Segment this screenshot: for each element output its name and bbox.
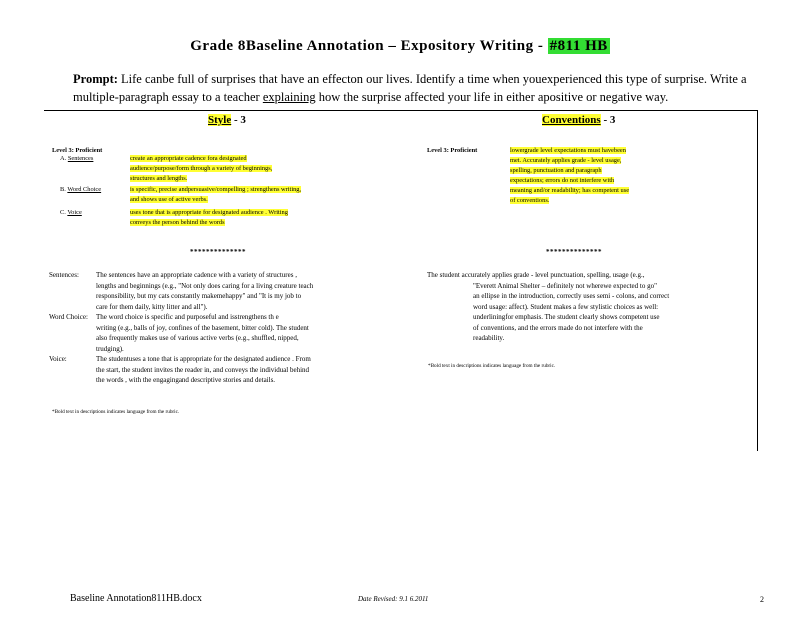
prompt: Prompt: Life canbe full of surprises that have an effecton our lives. Identify a time when youexperienced this type of surprise. Write a multiple-paragraph essay to a teacher explaining how the surprise affected your life in either apositive or negative way.: [73, 72, 747, 104]
style-bold-note: *Bold text in descriptions indicates language from the rubric.: [52, 409, 180, 415]
style-criteria: A. Sentences create an appropriate cadence fora designated audience/purpose/form through a variety of beginnings, structures and lengths. B. Word Choice is specific, precise andpersuasive/compelling ; strengthens writing, and shows use of active verbs. C. Voice uses tone that is appropriate for designated audience . Writing conveys the person behind the words: [60, 155, 302, 226]
style-heading: Style - 3: [208, 114, 246, 126]
conventions-stars: **************: [546, 248, 602, 256]
style-level: Level 3: Proficient: [52, 147, 103, 154]
prompt-underlined-word: explaining: [262, 90, 316, 104]
conventions-bold-note: *Bold text in descriptions indicates language from the rubric.: [428, 363, 556, 369]
document-title: Grade 8Baseline Annotation – Expository Writing - #811 HB: [190, 38, 608, 54]
footer-filename: Baseline Annotation811HB.docx: [70, 593, 202, 604]
conventions-level: Level 3: Proficient: [427, 147, 478, 154]
style-stars: **************: [190, 248, 246, 256]
page-number: 2: [760, 595, 764, 604]
conventions-annotation: The student accurately applies grade - level punctuation, spelling, usage (e.g., "Everett Animal Shelter – definitely not wherewe expected to go" an ellipse in the introduction, correctly uses semi - colons, and correct word usage: affect). Student makes a few stylistic choices as well: underliningfor emphasis. The student clearly shows competent use of conventions, and the errors made do not interfere with the readability.: [427, 271, 670, 342]
title-number-highlight: #811 HB: [549, 38, 608, 54]
conventions-criteria: lowergrade level expectations must havebeen met. Accurately applies grade - level usage, spelling, punctuation and paragraph expectations; errors do not interfere with meaning and/or readability; has competent use of conventions.: [510, 147, 630, 204]
style-annotations: Sentences: The sentences have an appropriate cadence with a variety of structures , lengths and beginnings (e.g., "Not only does caring for a living creature teach responsibility, but my cats constantly makemehappy" and "It is my job to care for them daily, kitty litter and all"). Word Choice: The word choice is specific and purposeful and isstrengthens th e writing (e.g., balls of joy, confines of the basement, bitter cold). The student also frequently makes use of various active verbs (e.g., shuffled, nipped, trudging). Voice: The studentuses a tone that is appropriate for the designated audience . From the start, the student invites the reader in, and conveys the individual behind the words , with the engagingand descriptive stories and details.: [49, 271, 314, 384]
footer-date: Date Revised: 9.1 6.2011: [358, 595, 429, 603]
conventions-heading: Conventions - 3: [542, 114, 616, 126]
